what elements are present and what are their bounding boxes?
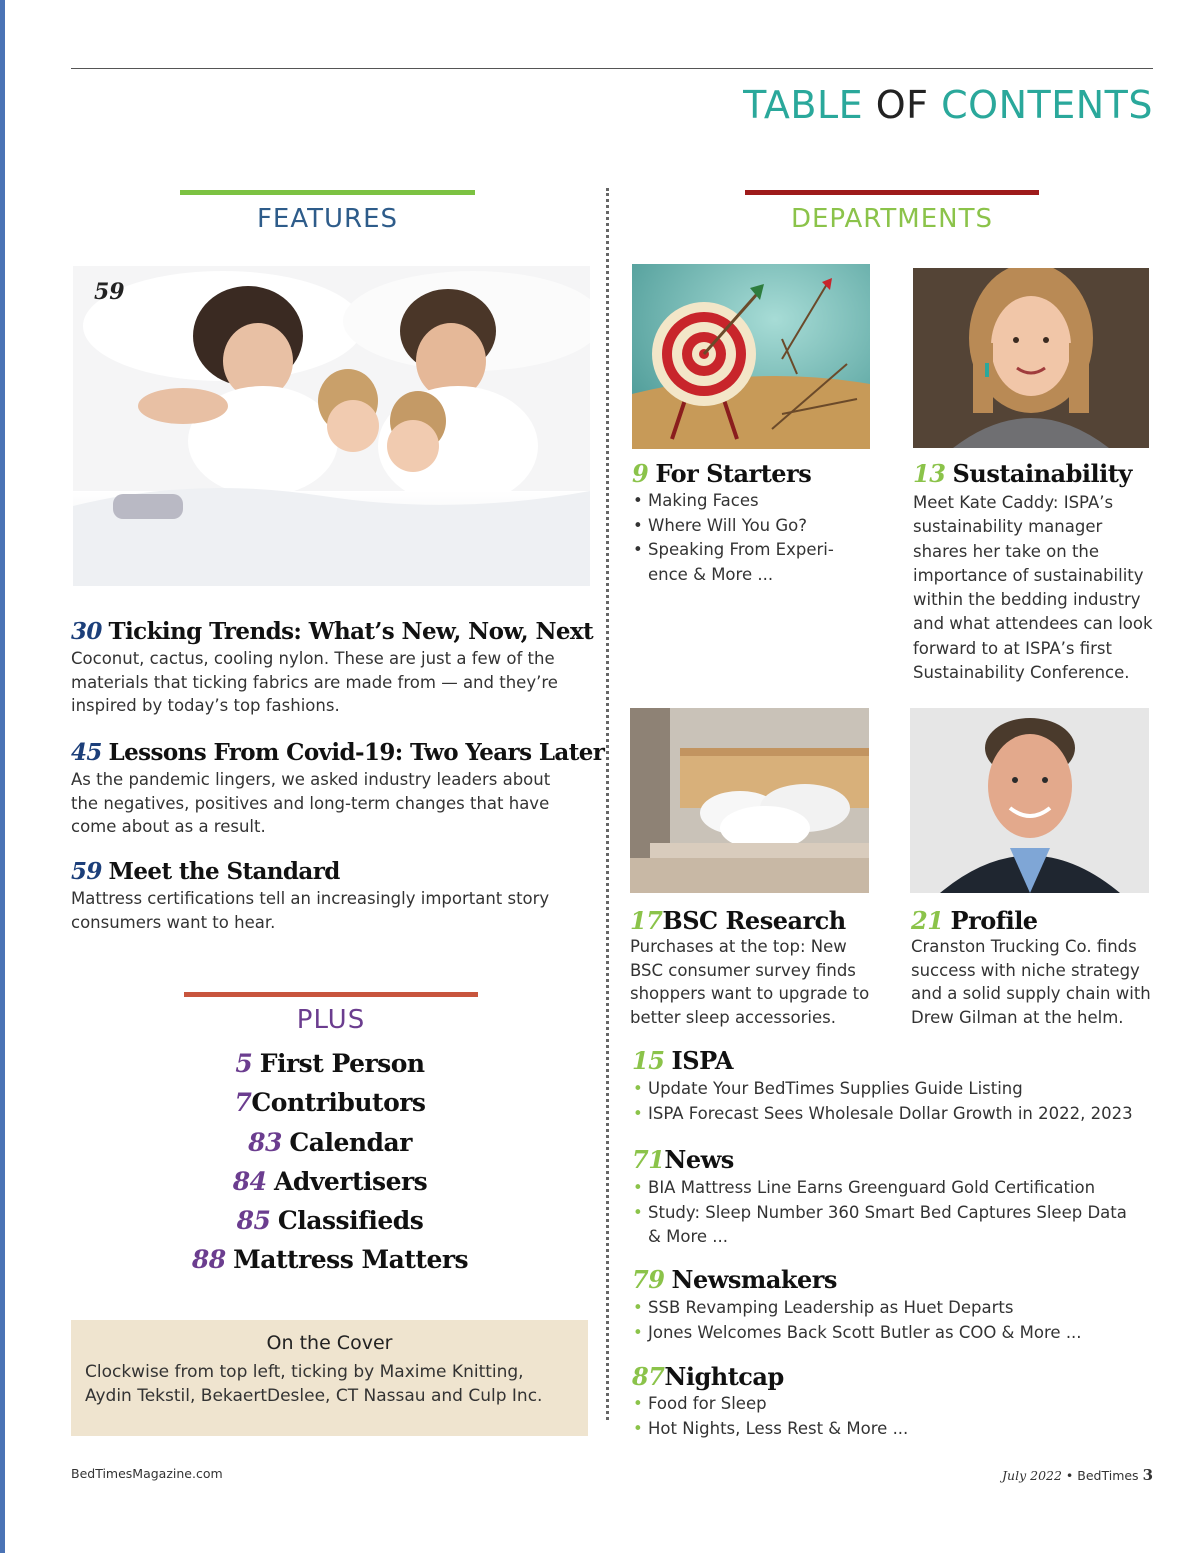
- plus-title: First Person: [259, 1049, 425, 1078]
- feature-page-number: 30: [71, 618, 102, 645]
- dept-bullet: • SSB Revamping Leadership as Huet Departs: [632, 1296, 1172, 1321]
- dept-page-number: 87: [632, 1362, 665, 1391]
- dept-bullet: • ISPA Forecast Sees Wholesale Dollar Growth in 2022, 2023: [632, 1102, 1172, 1127]
- footer-date: July 2022: [1002, 1468, 1062, 1483]
- photo-page-number: 59: [94, 279, 125, 305]
- dept-news[interactable]: [632, 1146, 1172, 1250]
- footer-separator: •: [1065, 1468, 1074, 1483]
- feature-description: Coconut, cactus, cooling nylon. These are just a few of the materials that ticking fabrics are made from — and they’re inspired by today’s top fashions.: [71, 649, 558, 715]
- dept-page-number: 17: [630, 906, 663, 935]
- plus-title: Classifieds: [277, 1206, 424, 1236]
- dept-title: ISPA: [671, 1046, 734, 1075]
- features-bar: [180, 190, 475, 195]
- dept-nightcap[interactable]: [632, 1363, 1172, 1441]
- feature-page-number: 59: [71, 858, 102, 885]
- dept-bullet: • Making Faces: [632, 489, 872, 514]
- departments-heading: DEPARTMENTS: [790, 204, 993, 234]
- dept-page-number: 71: [632, 1145, 665, 1174]
- dept-bullet: • Study: Sleep Number 360 Smart Bed Captures Sleep Data & More ...: [632, 1201, 1172, 1250]
- title-word-contents: CONTENTS: [941, 83, 1153, 127]
- dept-title: BSC Research: [662, 906, 846, 935]
- bedroom-photo[interactable]: [630, 708, 869, 893]
- footer-website[interactable]: BedTimesMagazine.com: [71, 1466, 223, 1481]
- dept-title: Profile: [950, 906, 1038, 935]
- dept-bullet: • BIA Mattress Line Earns Greenguard Gold Certification: [632, 1176, 1172, 1201]
- feature-title: Lessons From Covid-19: Two Years Later: [108, 739, 605, 766]
- plus-title: Contributors: [251, 1088, 426, 1118]
- dept-bullet: • Food for Sleep: [632, 1392, 1172, 1417]
- plus-item[interactable]: [180, 1201, 480, 1240]
- dept-newsmakers[interactable]: [632, 1266, 1172, 1345]
- feature-title: Meet the Standard: [108, 858, 340, 885]
- plus-list: [180, 1044, 480, 1280]
- man-portrait-image: [910, 708, 1149, 893]
- plus-item[interactable]: [180, 1162, 480, 1201]
- cover-title: On the Cover: [266, 1332, 393, 1354]
- target-arrows-image: [632, 264, 870, 449]
- dept-bullet-list: [632, 1296, 1172, 1345]
- plus-page-number: 84: [232, 1166, 267, 1196]
- plus-page-number: 88: [191, 1245, 226, 1275]
- footer-folio: [1002, 1466, 1153, 1484]
- dept-title: Nightcap: [664, 1362, 784, 1391]
- dept-profile[interactable]: [911, 907, 1156, 1030]
- kate-caddy-photo[interactable]: [913, 268, 1149, 448]
- feature-item[interactable]: [71, 618, 594, 718]
- plus-title: Calendar: [289, 1127, 412, 1157]
- dept-bullet-list: [632, 1392, 1172, 1441]
- dept-title: Newsmakers: [671, 1265, 837, 1294]
- dept-sustainability[interactable]: [913, 460, 1158, 685]
- departments-bar: [745, 190, 1039, 195]
- dept-page-number: 21: [911, 906, 944, 935]
- dept-bullet-list: [632, 1176, 1172, 1250]
- dept-title: Sustainability: [952, 459, 1132, 488]
- feature-description: As the pandemic lingers, we asked industry leaders about the negatives, positives and long-term changes that have come about as a result.: [71, 770, 551, 836]
- dept-bullet: • Update Your BedTimes Supplies Guide Listing: [632, 1077, 1172, 1102]
- cover-text: Clockwise from top left, ticking by Maxime Knitting, Aydin Tekstil, BekaertDeslee, CT Nassau and Culp Inc.: [85, 1362, 543, 1406]
- dept-bullet-list: [632, 1077, 1172, 1126]
- feature-item[interactable]: [71, 739, 605, 839]
- woman-portrait-image: [913, 268, 1149, 448]
- drew-gilman-photo[interactable]: [910, 708, 1149, 893]
- plus-item[interactable]: [180, 1083, 480, 1122]
- feature-item[interactable]: [71, 858, 576, 934]
- dept-bullet-list: [632, 489, 872, 587]
- top-rule: [71, 68, 1153, 69]
- title-word-of: OF: [875, 83, 929, 127]
- feature-page-number: 45: [71, 739, 102, 766]
- dept-page-number: 15: [632, 1046, 665, 1075]
- dept-description: Purchases at the top: New BSC consumer survey finds shoppers want to upgrade to better sleep accessories.: [630, 937, 870, 1028]
- plus-item[interactable]: [180, 1044, 480, 1083]
- plus-heading: PLUS: [296, 1005, 366, 1035]
- dept-page-number: 9: [632, 459, 649, 488]
- feature-title: Ticking Trends: What’s New, Now, Next: [108, 618, 594, 645]
- page-edge-bar: [0, 0, 5, 1553]
- on-the-cover-box: [71, 1320, 588, 1436]
- page-title: [743, 83, 1153, 127]
- footer-brand: BedTimes: [1077, 1468, 1139, 1483]
- features-family-photo[interactable]: [73, 266, 590, 586]
- footer-page-number: 3: [1142, 1466, 1153, 1484]
- dept-bullet: • Speaking From Experi- ence & More ...: [632, 538, 872, 587]
- dept-bsc-research[interactable]: [630, 907, 870, 1030]
- dept-page-number: 13: [913, 459, 946, 488]
- plus-title: Mattress Matters: [233, 1245, 469, 1275]
- plus-title: Advertisers: [273, 1166, 428, 1196]
- plus-page-number: 85: [236, 1206, 271, 1236]
- plus-page-number: 5: [235, 1049, 253, 1078]
- bed-pillows-image: [630, 708, 869, 893]
- dept-for-starters[interactable]: [632, 460, 872, 587]
- dept-ispa[interactable]: [632, 1047, 1172, 1126]
- dept-bullet: • Jones Welcomes Back Scott Butler as COO & More ...: [632, 1321, 1172, 1346]
- plus-item[interactable]: [180, 1123, 480, 1162]
- features-heading: FEATURES: [256, 204, 399, 234]
- plus-page-number: 7: [234, 1088, 252, 1118]
- dept-description: Cranston Trucking Co. finds success with niche strategy and a solid supply chain with Drew Gilman at the helm.: [911, 937, 1151, 1028]
- dept-title: News: [664, 1145, 734, 1174]
- dept-bullet: • Hot Nights, Less Rest & More ...: [632, 1417, 1172, 1442]
- dept-description: Meet Kate Caddy: ISPA’s sustainability manager shares her take on the importance of sustainability within the bedding industry and what attendees can look forward to at ISPA’s first Sustainability Conference.: [913, 493, 1153, 683]
- column-divider: [606, 188, 609, 1420]
- dept-bullet: • Where Will You Go?: [632, 514, 872, 539]
- plus-bar: [184, 992, 478, 997]
- target-photo[interactable]: [632, 264, 870, 449]
- title-word-table: TABLE: [743, 83, 864, 127]
- plus-item[interactable]: [180, 1240, 480, 1279]
- dept-title: For Starters: [655, 459, 812, 488]
- family-sleeping-image: [73, 266, 590, 586]
- feature-description: Mattress certifications tell an increasingly important story consumers want to hear.: [71, 889, 550, 932]
- dept-page-number: 79: [632, 1265, 665, 1294]
- plus-page-number: 83: [248, 1127, 282, 1157]
